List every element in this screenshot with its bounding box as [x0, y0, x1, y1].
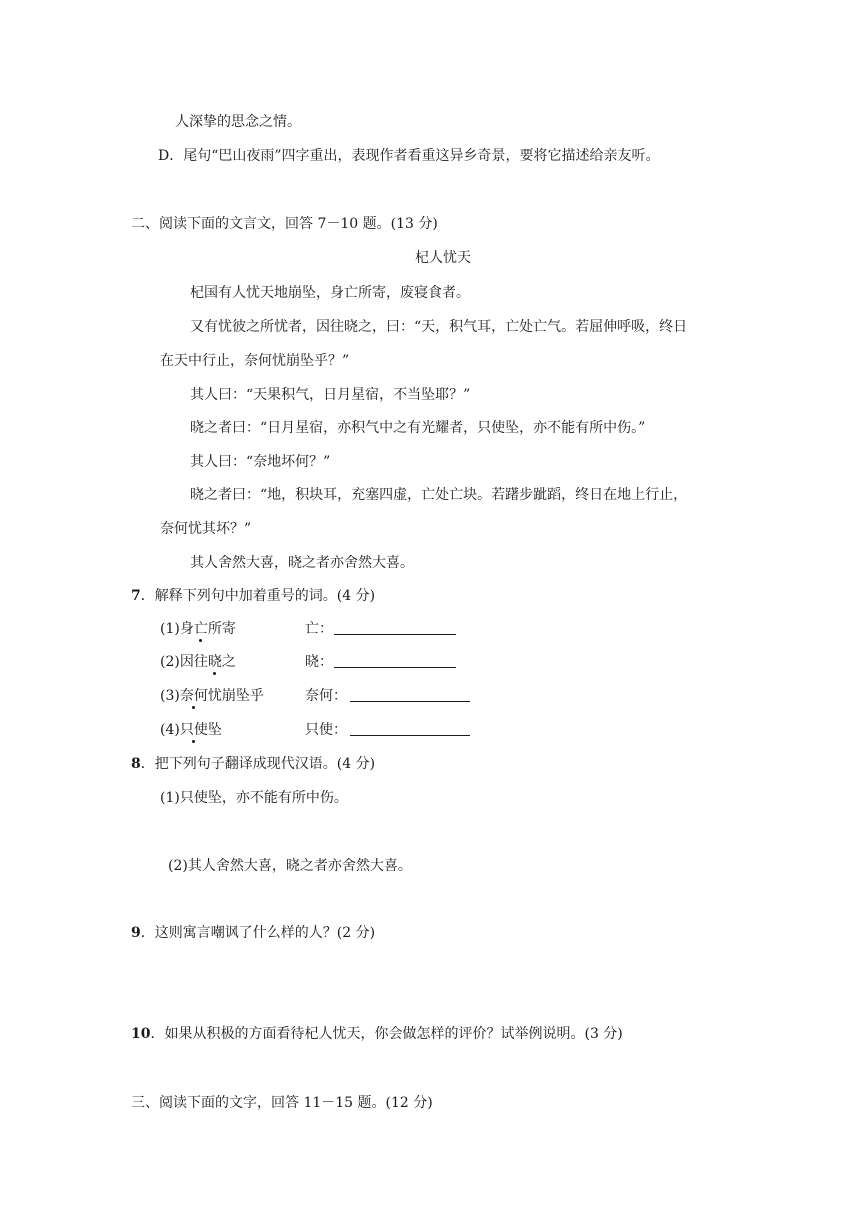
q7-item-4-answer-blank[interactable] [350, 735, 470, 736]
question-9-number: 9 [131, 925, 141, 941]
q7-item-1 [160, 619, 236, 639]
q7-item-1-label: 亡： [305, 621, 333, 637]
option-d: D．尾句“巴山夜雨”四字重出，表现作者看重这异乡奇景，要将它描述给亲友听。 [158, 148, 660, 164]
section-2-heading: 二、阅读下面的文言文，回答 7－10 题。(13 分) [131, 216, 438, 232]
question-8-text: ．把下列句子翻译成现代汉语。(4 分) [140, 756, 376, 772]
passage-paragraph-1: 杞国有人忧天地崩坠，身亡所寄，废寝食者。 [190, 285, 470, 301]
q7-item-1-answer-blank[interactable] [334, 634, 456, 635]
question-9 [131, 923, 375, 943]
passage-paragraph-2b: 在天中行止，奈何忧崩坠乎？” [160, 353, 350, 369]
question-10-number: 10 [131, 1026, 151, 1042]
q7-item-2-answer-blank[interactable] [334, 667, 456, 668]
passage-paragraph-4: 晓之者曰：“日月星宿，亦积气中之有光耀者，只使坠，亦不能有所中伤。” [190, 420, 646, 436]
prev-answer-continuation: 人深挚的思念之情。 [175, 114, 301, 130]
passage-paragraph-7: 其人舍然大喜，晓之者亦舍然大喜。 [190, 555, 414, 571]
q7-item-3-pre: (3) [160, 688, 180, 704]
question-9-text: ．这则寓言嘲讽了什么样的人？(2 分) [140, 925, 376, 941]
q7-item-1-pre: (1)身 [160, 621, 194, 637]
q7-item-2-post: 之 [221, 654, 236, 670]
q7-item-4 [160, 720, 222, 740]
question-7-number: 7 [131, 588, 141, 604]
q7-item-4-emphasis: 只使 [179, 722, 208, 738]
section-3-heading: 三、阅读下面的文字，回答 11－15 题。(12 分) [131, 1095, 433, 1111]
passage-paragraph-3: 其人曰：“天果积气，日月星宿，不当坠耶？” [190, 387, 471, 403]
q8-sentence-1: (1)只使坠，亦不能有所中伤。 [160, 790, 348, 806]
question-10 [131, 1024, 623, 1044]
question-7 [131, 586, 375, 606]
q7-item-4-post: 坠 [207, 722, 222, 738]
q7-item-3-post: 忧崩坠乎 [207, 688, 264, 704]
passage-title: 杞人忧天 [415, 250, 471, 266]
q7-item-2-label: 晓： [305, 654, 333, 670]
passage-paragraph-6a: 晓之者曰：“地，积块耳，充塞四虚，亡处亡块。若躇步跐蹈，终日在地上行止， [190, 487, 688, 503]
q7-item-2 [160, 652, 236, 672]
passage-paragraph-2a: 又有忧彼之所忧者，因往晓之，曰：“天，积气耳，亡处亡气。若屈伸呼吸，终日 [190, 319, 688, 335]
q7-item-4-pre: (4) [160, 722, 180, 738]
q7-item-3-emphasis: 奈何 [179, 688, 208, 704]
question-8 [131, 754, 375, 774]
q7-item-2-emphasis: 晓 [207, 654, 222, 670]
question-10-text: ．如果从积极的方面看待杞人忧天，你会做怎样的评价？试举例说明。(3 分) [150, 1026, 623, 1042]
passage-paragraph-6b: 奈何忧其坏？” [160, 521, 252, 537]
q8-sentence-2: (2)其人舍然大喜，晓之者亦舍然大喜。 [168, 858, 412, 874]
q7-item-2-pre: (2)因往 [160, 654, 208, 670]
question-7-text: ．解释下列句中加着重号的词。(4 分) [140, 588, 376, 604]
q7-item-3-answer-blank[interactable] [350, 701, 470, 702]
question-8-number: 8 [131, 756, 141, 772]
q7-item-3-label: 奈何： [305, 688, 347, 704]
q7-item-1-emphasis: 亡 [193, 621, 208, 637]
passage-paragraph-5: 其人曰：“奈地坏何？” [190, 454, 331, 470]
q7-item-3 [160, 686, 264, 706]
q7-item-1-post: 所寄 [207, 621, 236, 637]
q7-item-4-label: 只使： [305, 722, 347, 738]
